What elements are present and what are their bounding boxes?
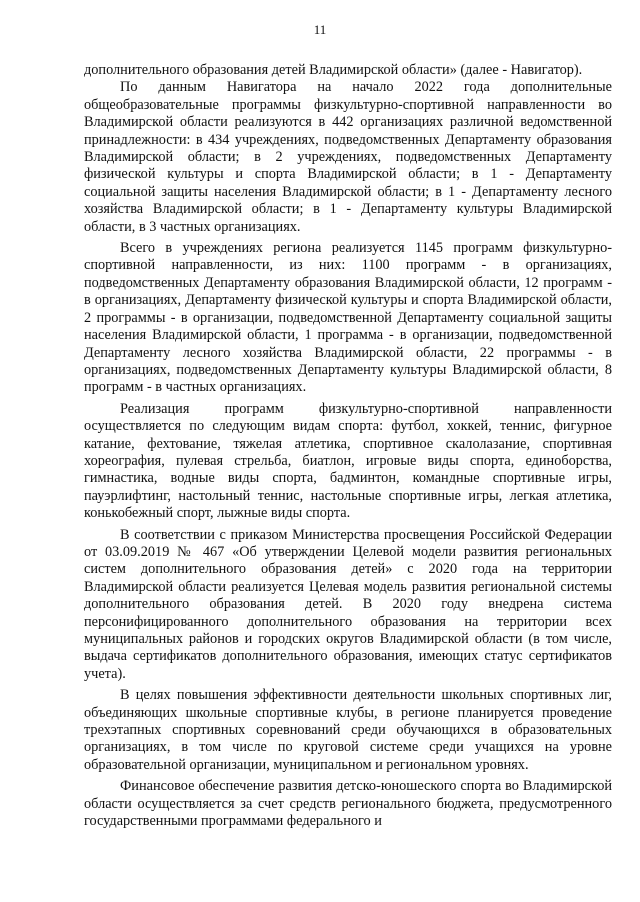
paragraph-continuation: дополнительного образования детей Владимирской области» (далее - Навигатор).	[84, 62, 583, 78]
body-text	[84, 62, 612, 830]
paragraph-school-leagues: В целях повышения эффективности деятельности школьных спортивных лиг, объединяющих школьные спортивные клубы, в регионе планируется проведение трехэтапных спортивных соревнований среди обучающихся в образовательных организациях, в том числе по круговой системе среди учащихся на уровне образовательной организации, муниципальном и региональном уровнях.	[84, 687, 612, 773]
paragraph-financing: Финансовое обеспечение развития детско-юношеского спорта во Владимирской области осуществляется за счет средств регионального бюджета, предусмотренного государственными программами федерального и	[84, 778, 612, 830]
paragraph-navigator-data: По данным Навигатора на начало 2022 года дополнительные общеобразовательные программы физкультурно-спортивной направленности во Владимирской области реализуются в 442 организациях различной ведомственной принадлежности: в 434 учреждениях, подведомственных Департаменту образования Владимирской области; в 2 учреждениях, подведомственных Департаменту физической культуры и спорта Владимирской области; в 1 - Департаменту социальной защиты населения Владимирской области; в 1 - Департаменту лесного хозяйства Владимирской области; в 1 - Департаменту культуры Владимирской области, в 3 частных организациях.	[84, 79, 612, 235]
paragraph-target-model: В соответствии с приказом Министерства просвещения Российской Федерации от 03.09.2019 № 467 «Об утверждении Целевой модели развития региональных систем дополнительного образования детей» с 2020 года на территории Владимирской области реализуется Целевая модель развития региональной системы дополнительного образования детей. В 2020 году внедрена система персонифицированного дополнительного образования на территории всех муниципальных районов и городских округов Владимирской области (в том числе, выдача сертификатов дополнительного образования, имеющих статус сертификатов учета).	[84, 526, 612, 682]
paragraph-sports-types: Реализация программ физкультурно-спортивной направленности осуществляется по следующим видам спорта: футбол, хоккей, теннис, фигурное катание, фехтование, тяжелая атлетика, спортивное скалолазание, спортивная хореография, пулевая стрельба, биатлон, игровые виды спорта, единоборства, гимнастика, водные виды спорта, бадминтон, командные спортивные игры, пауэрлифтинг, настольный теннис, настольные спортивные игры, легкая атлетика, конькобежный спорт, лыжные виды спорта.	[84, 400, 612, 522]
paragraph-programs-total: Всего в учреждениях региона реализуется 1145 программ физкультурно-спортивной направленности, из них: 1100 программ - в организациях, подведомственных Департаменту образования Владимирской области, 12 программ - в организациях, Департаменту физической культуры и спорта Владимирской области, 2 программы - в организации, подведомственной Департаменту социальной защиты населения Владимирской области, 1 программа - в организации, подведомственной Департаменту лесного хозяйства Владимирской области, 22 программы - в организациях, подведомственных Департаменту культуры Владимирской области, 8 программ - в частных организациях.	[84, 240, 612, 396]
page-number: 11	[313, 22, 327, 37]
